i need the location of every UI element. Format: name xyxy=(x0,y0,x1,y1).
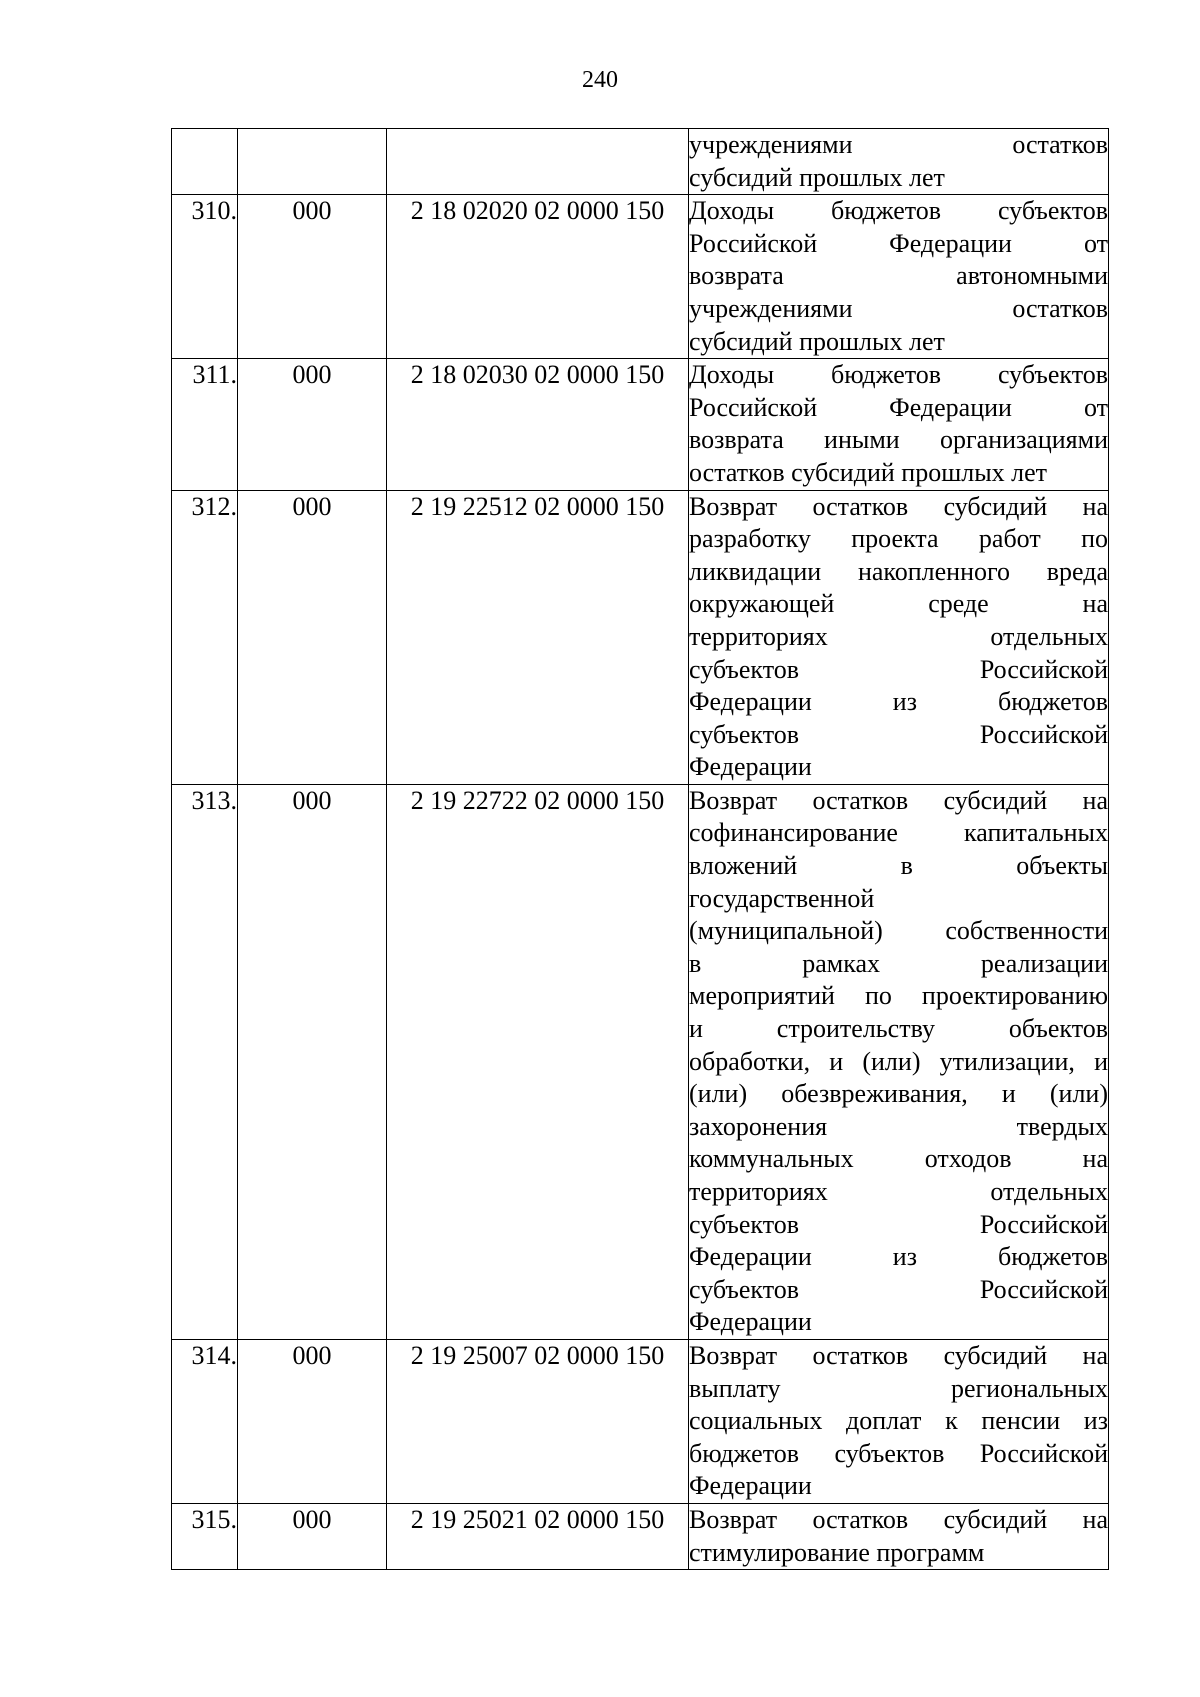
income-name-line: Российской Федерации от xyxy=(689,392,1108,422)
table-row xyxy=(172,1503,1109,1569)
row-number-cell: 315. xyxy=(172,1503,238,1569)
admin-code-cell: 000 xyxy=(238,195,387,359)
income-name-cell xyxy=(689,1503,1109,1569)
income-name-cell xyxy=(689,784,1109,1339)
income-name-line: коммунальных отходов на xyxy=(689,1144,1108,1174)
row-number-cell: 313. xyxy=(172,784,238,1339)
budget-code-cell: 2 19 25021 02 0000 150 xyxy=(387,1503,689,1569)
income-name-line: субъектов Российской xyxy=(689,654,1108,684)
admin-code-cell: 000 xyxy=(238,1339,387,1503)
row-number-cell: 312. xyxy=(172,490,238,784)
income-name-line: и строительству объектов xyxy=(689,1014,1108,1044)
budget-code-cell: 2 19 22512 02 0000 150 xyxy=(387,490,689,784)
admin-code-cell: 000 xyxy=(238,1503,387,1569)
income-name-line: государственной xyxy=(689,883,875,913)
income-name-line: территориях отдельных xyxy=(689,621,1108,651)
income-name-line: окружающей среде на xyxy=(689,589,1108,619)
income-name-line: софинансирование капитальных xyxy=(689,818,1108,848)
income-name-line: Доходы бюджетов субъектов xyxy=(689,196,1108,226)
budget-code-cell: 2 19 22722 02 0000 150 xyxy=(387,784,689,1339)
income-name-line: стимулирование программ xyxy=(689,1537,985,1567)
income-name-line: субъектов Российской xyxy=(689,1209,1108,1239)
table-row xyxy=(172,784,1109,1339)
income-name-line: мероприятий по проектированию xyxy=(689,981,1108,1011)
income-name-line: разработку проекта работ по xyxy=(689,524,1108,554)
income-name-line: Возврат остатков субсидий на xyxy=(689,1504,1108,1534)
income-name-line: возврата иными организациями xyxy=(689,425,1108,455)
income-name-line: обработки, и (или) утилизации, и xyxy=(689,1046,1108,1076)
income-name-line: учреждениями остатков xyxy=(689,130,1108,159)
income-name-line: социальных доплат к пенсии из xyxy=(689,1406,1108,1436)
table-body xyxy=(172,129,1109,1570)
income-name-line: субсидий прошлых лет xyxy=(689,326,945,356)
income-name-line: Федерации xyxy=(689,752,812,782)
income-name-line: Федерации из бюджетов xyxy=(689,1242,1108,1272)
budget-code-cell xyxy=(387,129,689,195)
budget-codes-table xyxy=(171,128,1109,1570)
row-number-cell: 311. xyxy=(172,359,238,490)
income-name-line: (муниципальной) собственности xyxy=(689,916,1108,946)
income-name-line: Федерации xyxy=(689,1307,812,1337)
page-number: 240 xyxy=(582,67,618,93)
admin-code-cell xyxy=(238,129,387,195)
row-number-cell: 310. xyxy=(172,195,238,359)
income-name-cell xyxy=(689,195,1109,359)
income-name-cell xyxy=(689,1339,1109,1503)
income-name-line: бюджетов субъектов Российской xyxy=(689,1438,1108,1468)
table-row xyxy=(172,129,1109,195)
income-name-line: субъектов Российской xyxy=(689,1274,1108,1304)
income-name-line: вложений в объекты xyxy=(689,851,1108,881)
income-name-line: ликвидации накопленного вреда xyxy=(689,556,1108,586)
income-name-line: возврата автономными xyxy=(689,261,1108,291)
income-name-line: Возврат остатков субсидий на xyxy=(689,1340,1108,1370)
income-name-line: захоронения твердых xyxy=(689,1111,1108,1141)
income-name-line: учреждениями остатков xyxy=(689,293,1108,323)
income-name-cell xyxy=(689,129,1109,195)
income-name-line: Российской Федерации от xyxy=(689,228,1108,258)
budget-code-cell: 2 19 25007 02 0000 150 xyxy=(387,1339,689,1503)
income-name-cell xyxy=(689,490,1109,784)
income-name-line: Доходы бюджетов субъектов xyxy=(689,360,1108,390)
row-number-cell xyxy=(172,129,238,195)
income-name-line: в рамках реализации xyxy=(689,948,1108,978)
income-name-line: выплату региональных xyxy=(689,1373,1108,1403)
income-name-line: остатков субсидий прошлых лет xyxy=(689,457,1048,487)
income-name-line: Федерации xyxy=(689,1471,812,1501)
income-name-line: субсидий прошлых лет xyxy=(689,162,945,192)
table-row xyxy=(172,1339,1109,1503)
table-row xyxy=(172,195,1109,359)
table-row xyxy=(172,490,1109,784)
income-name-cell xyxy=(689,359,1109,490)
admin-code-cell: 000 xyxy=(238,490,387,784)
admin-code-cell: 000 xyxy=(238,359,387,490)
budget-code-cell: 2 18 02020 02 0000 150 xyxy=(387,195,689,359)
table-row xyxy=(172,359,1109,490)
income-name-line: Возврат остатков субсидий на xyxy=(689,491,1108,521)
row-number-cell: 314. xyxy=(172,1339,238,1503)
income-name-line: территориях отдельных xyxy=(689,1177,1108,1206)
income-name-line: Возврат остатков субсидий на xyxy=(689,785,1108,815)
income-name-line: субъектов Российской xyxy=(689,719,1108,749)
budget-code-cell: 2 18 02030 02 0000 150 xyxy=(387,359,689,490)
income-name-line: (или) обезвреживания, и (или) xyxy=(689,1079,1108,1109)
income-name-line: Федерации из бюджетов xyxy=(689,687,1108,717)
admin-code-cell: 000 xyxy=(238,784,387,1339)
